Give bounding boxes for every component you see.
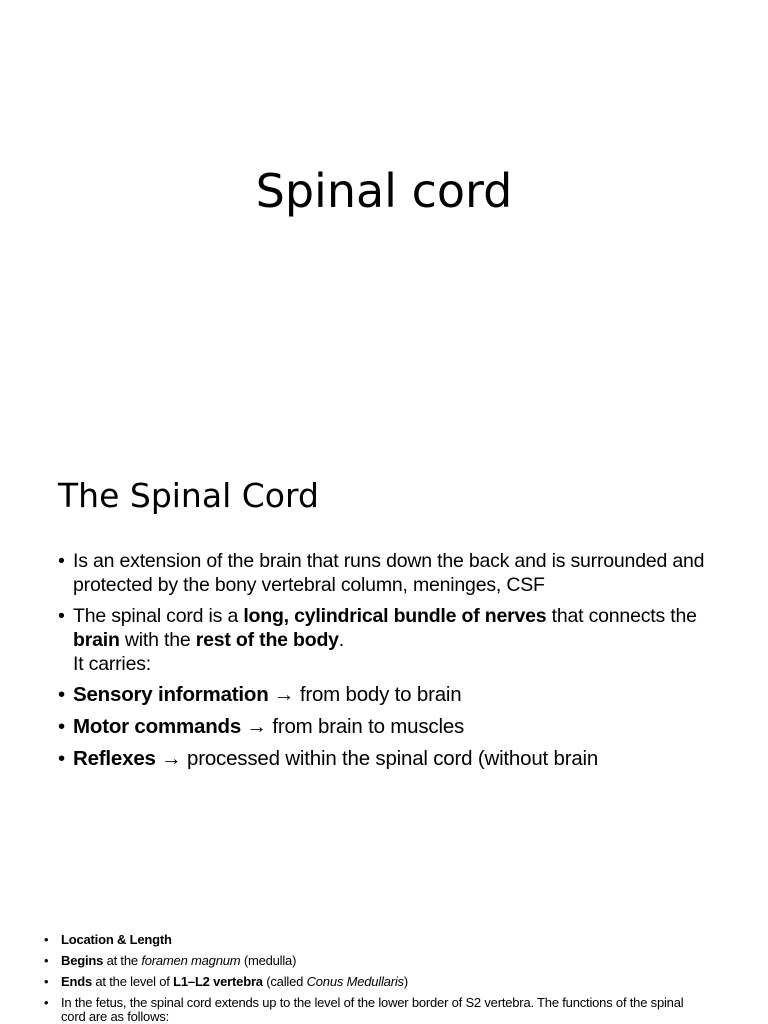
- slide-title: Spinal cord: [255, 164, 513, 218]
- bold-text: Motor commands: [73, 715, 242, 738]
- bullet-reflexes: [58, 747, 708, 771]
- bullet-sensory: [58, 683, 708, 707]
- bold-text: rest of the body: [195, 629, 339, 651]
- note-text: In the fetus, the spinal cord extends up to the level of the lower border of S2 vertebra. The functions of the spinal cord are as follows:: [61, 995, 684, 1024]
- carries-line: It carries:: [73, 653, 151, 675]
- note-location: [44, 933, 704, 947]
- bold-text: long, cylindrical bundle of nerves: [243, 605, 547, 627]
- note-text: at the: [103, 953, 142, 968]
- bullet-text: that connects the: [546, 605, 697, 627]
- bold-text: Sensory information: [73, 683, 269, 706]
- bullet-text: Is an extension of the brain that runs down the back and is surrounded and protected by the bony vertebral column, meninges, CSF: [73, 550, 705, 596]
- bullet-text: → processed within the spinal cord (without brain: [155, 747, 599, 770]
- note-text: (called: [262, 974, 307, 989]
- bullet-list: [58, 549, 708, 779]
- note-text: (medulla): [240, 953, 297, 968]
- bold-text: brain: [73, 629, 120, 651]
- note-text: ): [403, 974, 408, 989]
- title-slide: [0, 0, 768, 450]
- bullet-text: .: [338, 629, 345, 651]
- bullet-text: → from body to brain: [268, 683, 462, 706]
- bold-text: Ends: [61, 974, 92, 989]
- bold-text: Location & Length: [61, 932, 172, 947]
- note-fetus: [44, 996, 704, 1024]
- bullet-definition: [58, 604, 708, 676]
- note-ends: [44, 975, 704, 989]
- bold-text: Begins: [61, 953, 104, 968]
- bullet-text: → from brain to muscles: [241, 715, 465, 738]
- bullet-text: The spinal cord is a: [73, 605, 244, 627]
- italic-text: foramen magnum: [141, 953, 241, 968]
- bullet-extension: [58, 549, 708, 597]
- bold-text: L1–L2 vertebra: [173, 974, 263, 989]
- slide-heading: The Spinal Cord: [58, 476, 319, 515]
- note-begins: [44, 954, 704, 968]
- note-text: at the level of: [91, 974, 174, 989]
- notes-list: [44, 933, 704, 1024]
- bullet-text: with the: [119, 629, 196, 651]
- content-slide: [0, 450, 768, 1024]
- bullet-motor: [58, 715, 708, 739]
- bold-text: Reflexes: [73, 747, 156, 770]
- italic-text: Conus Medullaris: [306, 974, 404, 989]
